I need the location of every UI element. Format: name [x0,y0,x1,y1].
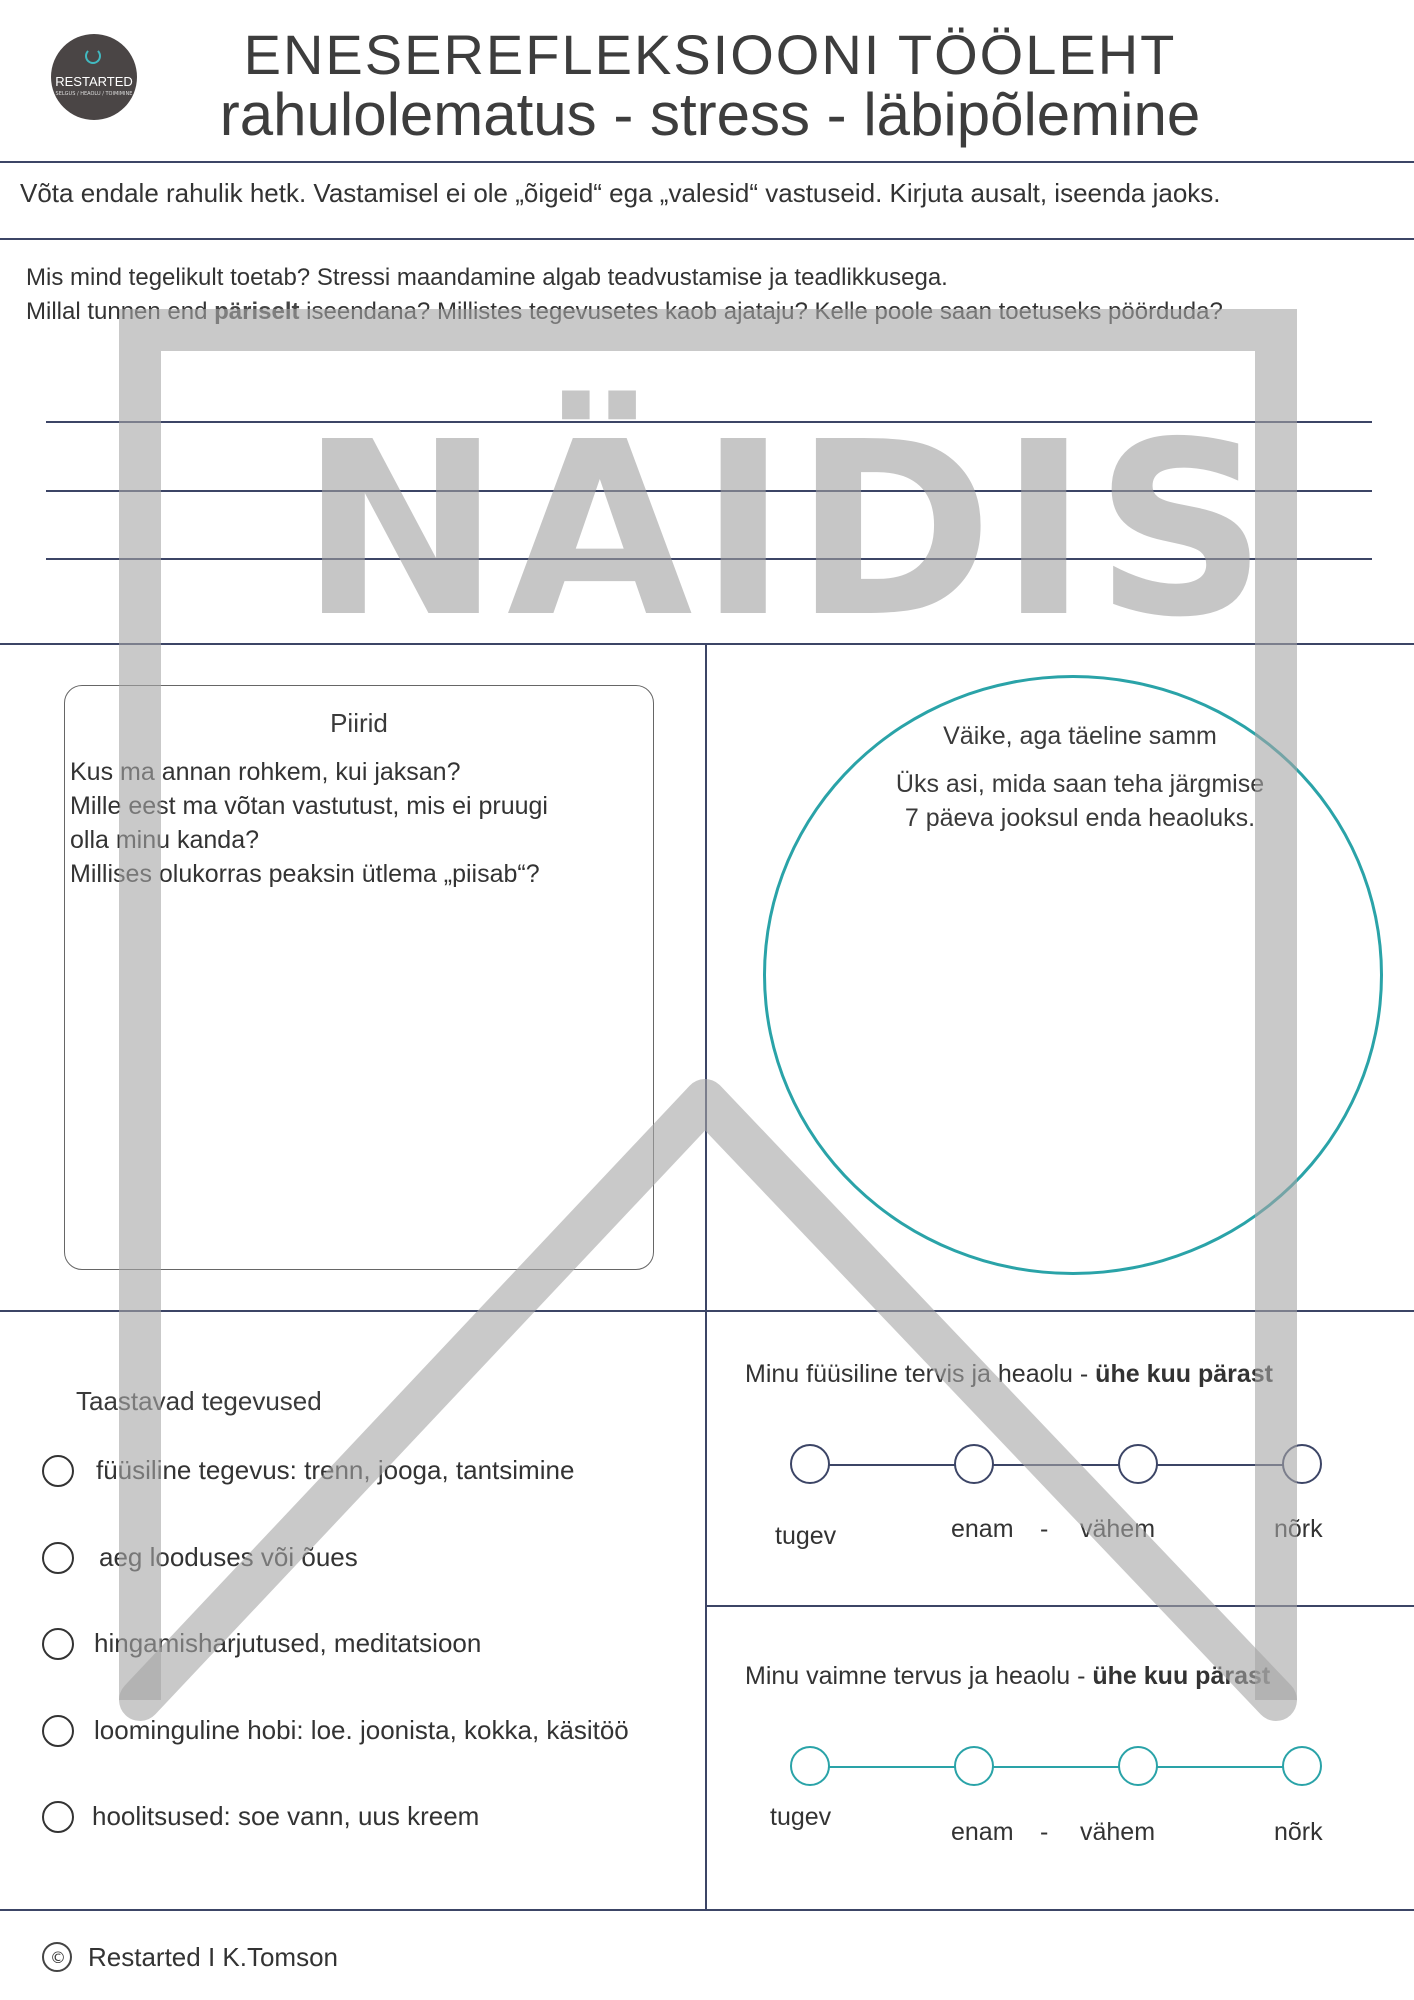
divider [705,1605,1414,1607]
page-subtitle: rahulolematus - stress - läbipõlemine [219,81,1201,148]
page-title: ENESEREFLEKSIOONI TÖÖLEHT [243,23,1177,86]
physical-scale-option[interactable] [954,1444,994,1484]
divider [0,643,1414,645]
writing-line[interactable] [46,558,1372,560]
scale-label: nõrk [1274,1818,1323,1846]
boundaries-title: Piirid [330,708,388,738]
small-step-text: Üks asi, mida saan teha järgmise [895,770,1265,798]
small-step-circle[interactable] [763,675,1383,1275]
copyright-icon: © [42,1942,72,1972]
restorative-item: füüsiline tegevus: trenn, jooga, tantsimine [96,1455,575,1485]
restarted-logo [51,34,137,120]
mental-scale-line [810,1766,1302,1768]
restorative-title: Taastavad tegevused [76,1386,322,1416]
small-step-text: 7 päeva jooksul enda heaoluks. [904,804,1256,832]
mental-scale-title: Minu vaimne tervus ja heaolu - ühe kuu pärast [745,1662,1271,1690]
restorative-item: hingamisharjutused, meditatsioon [94,1628,482,1658]
mental-scale-option[interactable] [790,1746,830,1786]
checkbox[interactable] [42,1542,74,1574]
checkbox[interactable] [42,1628,74,1660]
scale-label: enam [951,1515,1014,1543]
emphasis-text: päriselt [214,298,300,325]
boundaries-question: Millises olukorras peaksin ütlema „piisab“? [70,860,540,888]
scale-label: - [1040,1818,1049,1846]
physical-scale-line [810,1464,1302,1466]
divider [0,1310,1414,1312]
writing-line[interactable] [46,490,1372,492]
scale-label: enam [951,1818,1014,1846]
boundaries-question: Mille eest ma võtan vastutust, mis ei pruugi [70,792,548,820]
scale-label: nõrk [1274,1515,1323,1543]
scale-label: tugev [775,1522,837,1550]
footer-credit: Restarted I K.Tomson [88,1942,338,1972]
restorative-item: loominguline hobi: loe. joonista, kokka, käsitöö [94,1715,629,1745]
divider [0,161,1414,163]
small-step-title: Väike, aga täeline samm [943,722,1217,750]
scale-label: vähem [1080,1818,1156,1846]
column-divider [705,643,707,1909]
boundaries-question: Kus ma annan rohkem, kui jaksan? [70,758,461,786]
mental-scale-option[interactable] [954,1746,994,1786]
watermark-text: NÄIDIS [300,390,1274,670]
checkbox[interactable] [42,1455,74,1487]
physical-scale-option[interactable] [790,1444,830,1484]
divider [0,238,1414,240]
restorative-item: aeg looduses või õues [99,1542,358,1572]
restorative-item: hoolitsused: soe vann, uus kreem [92,1801,480,1831]
scale-label: tugev [770,1803,832,1831]
support-question-2: Millal tunnen end päriselt iseendana? Millistes tegevusetes kaob ajataju? Kelle poole saan toetuseks pöörduda? [26,298,1223,325]
physical-scale-title: Minu füüsiline tervis ja heaolu - ühe kuu pärast [745,1360,1273,1388]
physical-scale-option[interactable] [1118,1444,1158,1484]
mental-scale-option[interactable] [1282,1746,1322,1786]
checkbox[interactable] [42,1715,74,1747]
checkbox[interactable] [42,1801,74,1833]
scale-label: vähem [1080,1515,1156,1543]
mental-scale-option[interactable] [1118,1746,1158,1786]
intro-text: Võta endale rahulik hetk. Vastamisel ei ole „õigeid“ ega „valesid“ vastuseid. Kirjuta ausalt, iseenda jaoks. [20,178,1221,208]
logo-text: RESTARTED [55,74,133,89]
logo-subtext: SELGUS / HEAOLU / TOIMIMINE [55,91,133,97]
loop-icon [85,48,101,64]
divider [0,1909,1414,1911]
boundaries-question: olla minu kanda? [70,826,260,854]
physical-scale-option[interactable] [1282,1444,1322,1484]
writing-line[interactable] [46,421,1372,423]
support-question-1: Mis mind tegelikult toetab? Stressi maandamine algab teadvustamise ja teadlikkusega. [26,264,948,291]
scale-label: - [1040,1515,1049,1543]
